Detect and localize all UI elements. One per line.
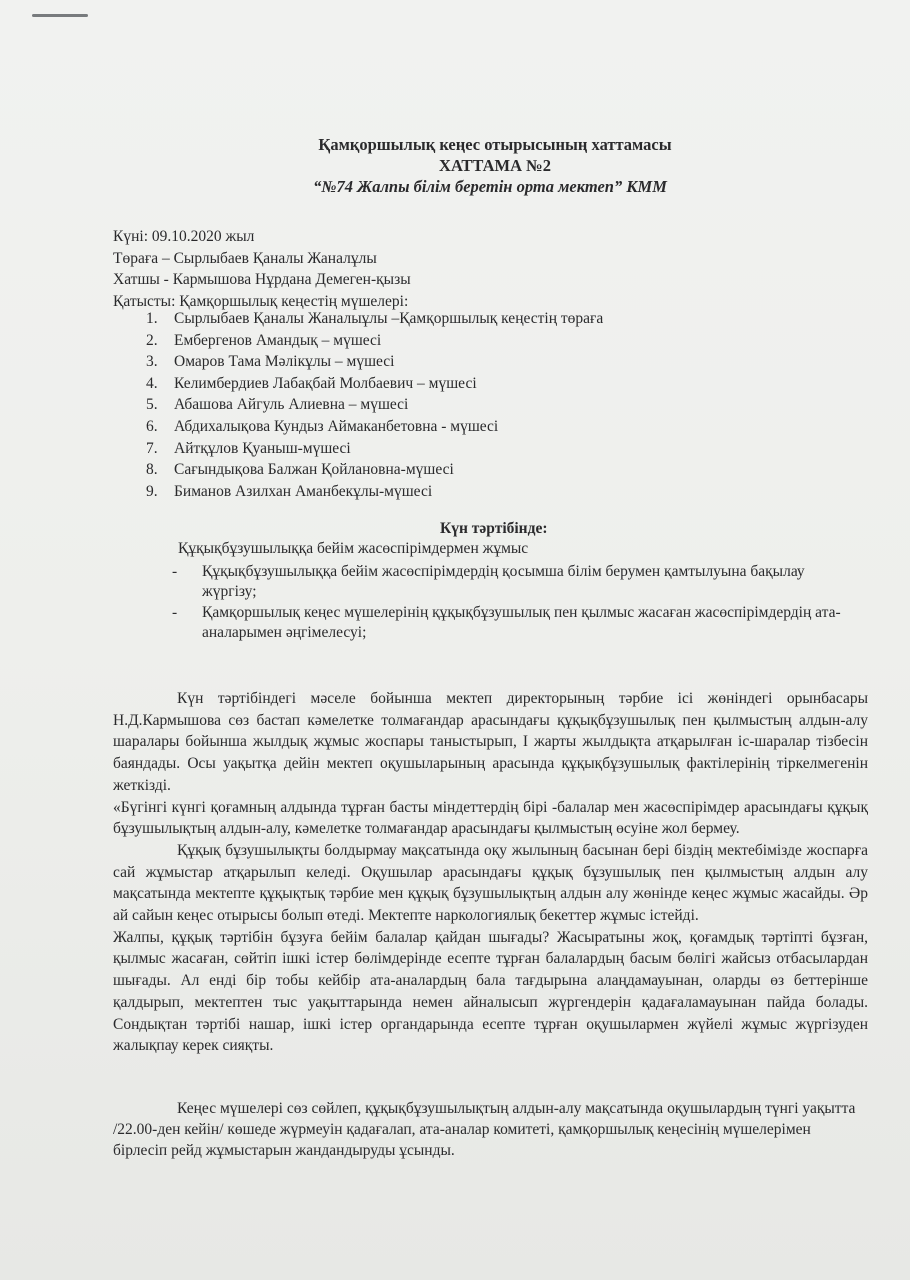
agenda-title: Күн тәртібінде: <box>440 520 548 537</box>
list-item <box>146 351 846 373</box>
list-number: 4. <box>146 374 158 392</box>
member-name: Сырлыбаев Қаналы Жаналыұлы –Қамқоршылық кеңестің төраға <box>174 310 604 327</box>
list-item <box>146 394 846 416</box>
page-edge-mark <box>32 14 88 17</box>
bullet-dash: - <box>172 604 178 621</box>
agenda-item-text: Құқықбұзушылыққа бейім жасөспірімдердің қосымша білім берумен қамтылуына бақылау жүргізу; <box>202 563 805 600</box>
list-item <box>146 308 846 330</box>
list-number: 9. <box>146 482 158 500</box>
list-number: 7. <box>146 439 158 457</box>
meeting-secretary: Хатшы - Кармышова Нұрдана Демеген-қызы <box>113 271 411 288</box>
paragraph-report: Күн тәртібіндегі мәселе бойынша мектеп директорының тәрбие ісі жөніндегі орынбасары Н.Д.Кармышова сөз бастап кәмелетке толмағандар арасындағы құқықбұзушылық пен қылмыстың алдын-алу шаралары бойынша жылдық жұмыс жоспары таныстырып, І жарты жылдықта атқарылған іс-шаралар тізбесін баяндады. Осы уақытқа дейін мектеп оқушыларының арасында құқықбұзушылық фактілерінің тіркелмегенін жеткізді. <box>113 690 868 794</box>
agenda-subtitle: Құқықбұзушылыққа бейім жасөспірімдермен жұмыс <box>178 540 529 557</box>
list-item <box>146 373 846 395</box>
meeting-chair: Төраға – Сырлыбаев Қаналы Жаналұлы <box>113 249 377 267</box>
meeting-date: Күні: 09.10.2020 жыл <box>113 228 255 245</box>
paragraph-quote: «Бүгінгі күнгі қоғамның алдында тұрған басты міндеттердің бірі -балалар мен жасөспірімдер арасындағы құқық бұзушылықтың алдын-алу, кәмелетке толмағандар арасындағы қылмыстың өсуіне жол бермеу. <box>113 798 868 838</box>
member-name: Келимбердиев Лабақбай Молбаевич – мүшесі <box>174 374 477 392</box>
list-item <box>146 330 846 352</box>
meeting-meta <box>113 226 853 312</box>
member-name: Ембергенов Амандық – мүшесі <box>174 331 382 349</box>
list-number: 2. <box>146 331 158 349</box>
members-list <box>146 308 846 502</box>
list-number: 8. <box>146 461 158 479</box>
list-item <box>146 481 846 503</box>
paragraph-proposal-text: Кеңес мүшелері сөз сөйлеп, құқықбұзушылықтың алдын-алу мақсатында оқушылардың түнгі уақытта /22.00-ден кейін/ көшеде жүрмеуін қадағалап, ата-аналар комитеті, қамқоршылық кеңесінің мүшелерімен бірлесіп рейд жұмыстарын жандандыруды ұсынды. <box>113 1100 856 1159</box>
member-name: Омаров Тама Мәлікұлы – мүшесі <box>174 353 395 371</box>
bullet-dash: - <box>172 563 178 580</box>
list-number: 6. <box>146 417 158 435</box>
list-item <box>146 416 846 438</box>
list-item <box>146 459 846 481</box>
list-item <box>146 438 846 460</box>
document-header <box>0 134 910 197</box>
paragraph-prevention: Құқық бұзушылықты болдырмау мақсатында оқу жылының басынан бері біздің мектебімізде жоспарға сай жұмыстар атқарылып келеді. Оқушылар арасындағы құқық бұзушылық пен қылмыстың алдын алу мақсатында мектепте құқықтық тәрбие мен құқық бұзушылықтың алдын алу жөнінде кеңес жұмыс жасайды. Әр ай сайын кеңес отырысы болып өтеді. Мектепте наркологиялық бекеттер жұмыс істейді. <box>113 841 868 925</box>
member-name: Сағындықова Балжан Қойлановна-мүшесі <box>174 461 454 479</box>
paragraph-families: Жалпы, құқық тәртібін бұзуға бейім балалар қайдан шығады? Жасыратыны жоқ, қоғамдық тәртіпті бұзған, қылмыс жасаған, сөйтіп ішкі істер бөлімдерінде есепте тұрған балалардың басым бөлігі жайсыз отбасылардан шығады. Ал енді бір тобы кейбір ата-аналардың бала тағдырына алаңдамауынан, оларды өз беттерінше қалдырып, мектептен тыс уақыттарында немен айналысып жүргендерін қадағаламауынан пайда болады. Сондықтан тәртібі нашар, ішкі істер органдарында есепте тұрған оқушылармен жүйелі жұмыс жүргізуден жалықпау керек сияқты. <box>113 928 868 1055</box>
school-name: “№74 Жалпы білім беретін орта мектеп” КММ <box>313 177 667 196</box>
protocol-body <box>113 688 868 1159</box>
member-name: Айтқұлов Қуаныш-мүшесі <box>174 439 351 457</box>
list-item <box>172 562 862 601</box>
agenda-list <box>172 562 862 644</box>
list-number: 3. <box>146 353 158 371</box>
attendees-heading: Қатысты: Қамқоршылық кеңестің мүшелері: <box>113 292 409 310</box>
list-number: 5. <box>146 396 158 414</box>
member-name: Абашова Айгуль Алиевна – мүшесі <box>174 396 409 414</box>
paragraph-proposal <box>113 1098 858 1161</box>
member-name: Абдихалықова Кундыз Аймаканбетовна - мүшесі <box>174 417 499 435</box>
list-item <box>172 603 862 642</box>
list-number: 1. <box>146 310 158 327</box>
document-title: Қамқоршылық кеңес отырысының хаттамасы <box>318 135 672 154</box>
protocol-number: ХАТТАМА №2 <box>439 156 551 175</box>
agenda-item-text: Қамқоршылық кеңес мүшелерінің құқықбұзушылық пен қылмыс жасаған жасөспірімдердің ата-аналарымен әңгімелесуі; <box>202 604 841 641</box>
member-name: Биманов Азилхан Аманбекұлы-мүшесі <box>174 482 433 500</box>
